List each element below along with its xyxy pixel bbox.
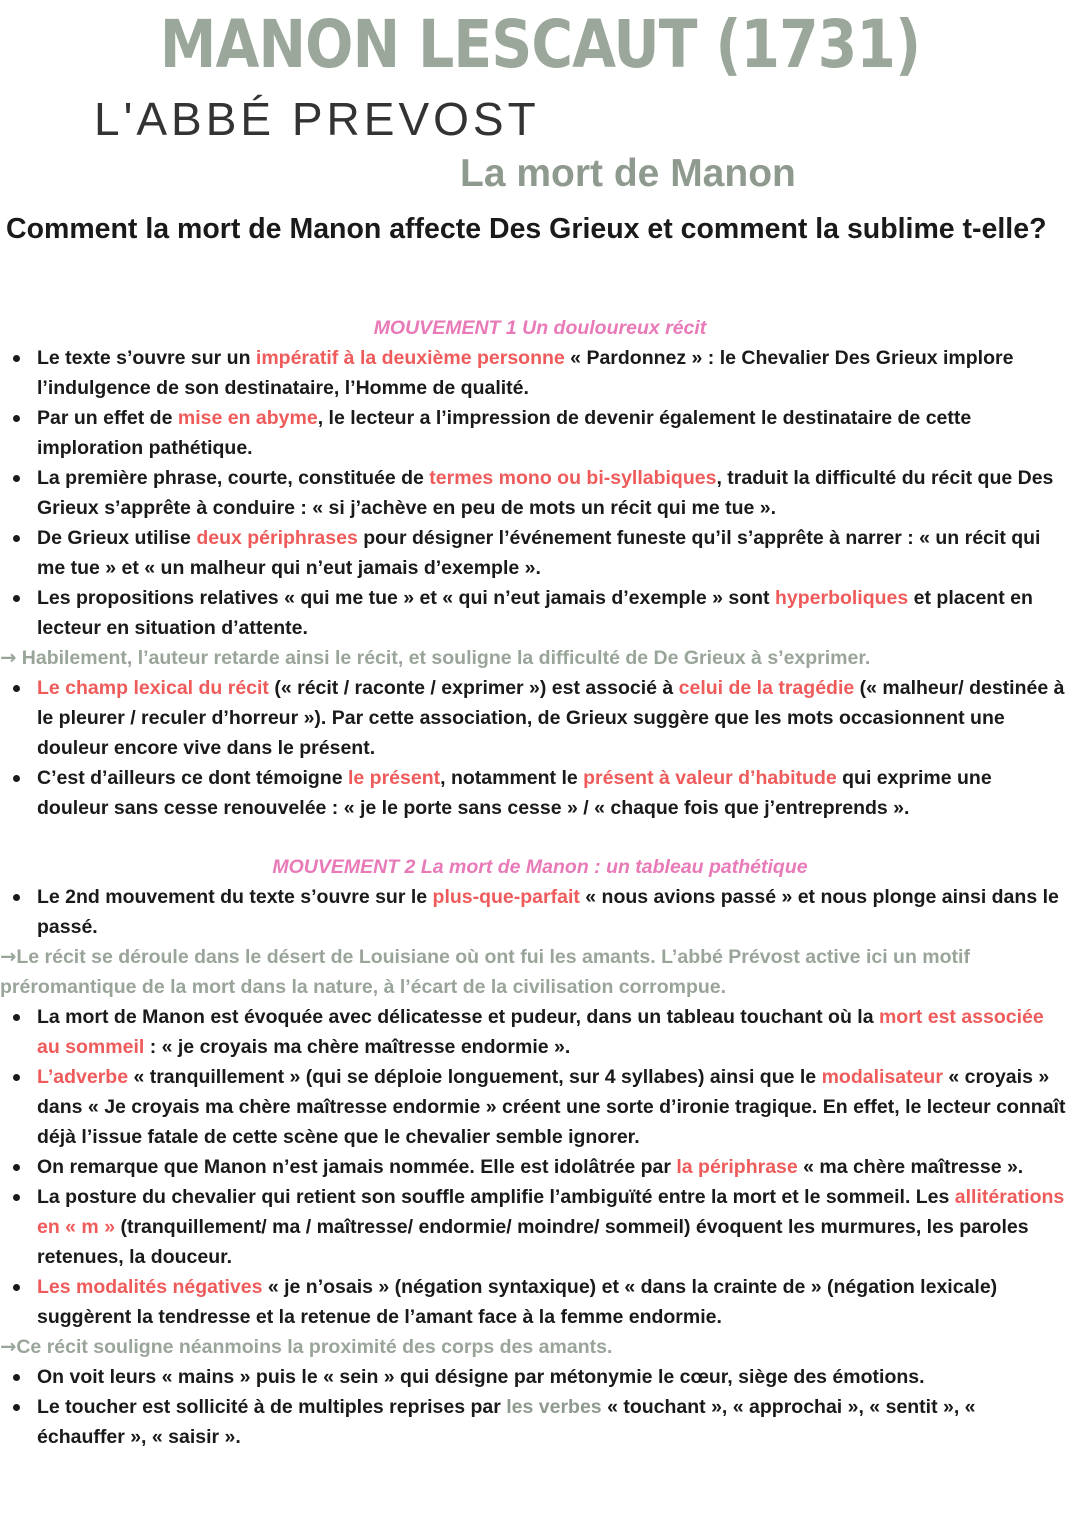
list-item: De Grieux utilise deux périphrases pour désigner l’événement funeste qu’il s’apprête à narrer : « un récit qui me tue » et « un malheur qui n’eut jamais d’exemple ». bbox=[0, 523, 1080, 583]
movement-2-list-final bbox=[0, 1362, 1080, 1452]
movement-2-list bbox=[0, 882, 1080, 942]
movement-1-heading: MOUVEMENT 1 Un douloureux récit bbox=[373, 317, 707, 339]
list-item: Les propositions relatives « qui me tue » et « qui n’eut jamais d’exemple » sont hyperboliques et placent en lecteur en situation d’attente. bbox=[0, 583, 1080, 643]
arrow-icon: → bbox=[0, 646, 17, 669]
list-item: C’est d’ailleurs ce dont témoigne le présent, notamment le présent à valeur d’habitude qui exprime une douleur sans cesse renouvelée : « je le porte sans cesse » / « chaque fois que j’entreprends ». bbox=[0, 763, 1080, 823]
arrow-icon: → bbox=[0, 1335, 17, 1358]
subtitle: La mort de Manon bbox=[460, 152, 796, 195]
list-item: Le toucher est sollicité à de multiples reprises par les verbes « touchant », « approchai », « sentit », « échauffer », « saisir ». bbox=[0, 1392, 1080, 1452]
movement-1-list-continued bbox=[0, 673, 1080, 823]
list-item: Les modalités négatives « je n’osais » (négation syntaxique) et « dans la crainte de » (négation lexicale) suggèrent la tendresse et la retenue de l’amant face à la femme endormie. bbox=[0, 1272, 1080, 1332]
list-item: Le champ lexical du récit (« récit / raconte / exprimer ») est associé à celui de la tragédie (« malheur/ destinée à le pleurer / reculer d’horreur »). Par cette association, de Grieux suggère que les mots occasionnent une douleur encore vive dans le présent. bbox=[0, 673, 1080, 763]
list-item: On remarque que Manon n’est jamais nommée. Elle est idolâtrée par la périphrase « ma chère maîtresse ». bbox=[0, 1152, 1080, 1182]
movement-2-list-continued bbox=[0, 1002, 1080, 1332]
arrow-icon: → bbox=[0, 945, 17, 968]
list-item: La posture du chevalier qui retient son souffle amplifie l’ambiguïté entre la mort et le sommeil. Les allitérations en « m » (tranquillement/ ma / maîtresse/ endormie/ moindre/ sommeil) évoquent les murmures, les paroles retenues, la douceur. bbox=[0, 1182, 1080, 1272]
conclusion-note: →Ce récit souligne néanmoins la proximité des corps des amants. bbox=[0, 1335, 613, 1358]
movement-2-heading: MOUVEMENT 2 La mort de Manon : un tableau pathétique bbox=[272, 856, 808, 878]
notes-body bbox=[0, 313, 1080, 1452]
list-item: Le 2nd mouvement du texte s’ouvre sur le plus-que-parfait « nous avions passé » et nous plonge ainsi dans le passé. bbox=[0, 882, 1080, 942]
problematic-question: Comment la mort de Manon affecte Des Grieux et comment la sublime t-elle? bbox=[6, 213, 1047, 245]
document-title: MANON LESCAUT (1731) bbox=[159, 6, 921, 83]
conclusion-note: → Habilement, l’auteur retarde ainsi le récit, et souligne la difficulté de De Grieux à s’exprimer. bbox=[0, 646, 871, 669]
author-name: L'ABBÉ PREVOST bbox=[94, 93, 540, 145]
list-item: Par un effet de mise en abyme, le lecteur a l’impression de devenir également le destinataire de cette imploration pathétique. bbox=[0, 403, 1080, 463]
conclusion-note: →Le récit se déroule dans le désert de Louisiane où ont fui les amants. L’abbé Prévost active ici un motif préromantique de la mort dans la nature, à l’écart de la civilisation corrompue. bbox=[0, 945, 970, 998]
list-item: La première phrase, courte, constituée de termes mono ou bi-syllabiques, traduit la difficulté du récit que Des Grieux s’apprête à conduire : « si j’achève en peu de mots un récit qui me tue ». bbox=[0, 463, 1080, 523]
list-item: La mort de Manon est évoquée avec délicatesse et pudeur, dans un tableau touchant où la mort est associée au sommeil : « je croyais ma chère maîtresse endormie ». bbox=[0, 1002, 1080, 1062]
movement-1-list bbox=[0, 343, 1080, 643]
list-item: On voit leurs « mains » puis le « sein » qui désigne par métonymie le cœur, siège des émotions. bbox=[0, 1362, 1080, 1392]
list-item: Le texte s’ouvre sur un impératif à la deuxième personne « Pardonnez » : le Chevalier Des Grieux implore l’indulgence de son destinataire, l’Homme de qualité. bbox=[0, 343, 1080, 403]
list-item: L’adverbe « tranquillement » (qui se déploie longuement, sur 4 syllabes) ainsi que le modalisateur « croyais » dans « Je croyais ma chère maîtresse endormie » créent une sorte d’ironie tragique. En effet, le lecteur connaît déjà l’issue fatale de cette scène que le chevalier semble ignorer. bbox=[0, 1062, 1080, 1152]
